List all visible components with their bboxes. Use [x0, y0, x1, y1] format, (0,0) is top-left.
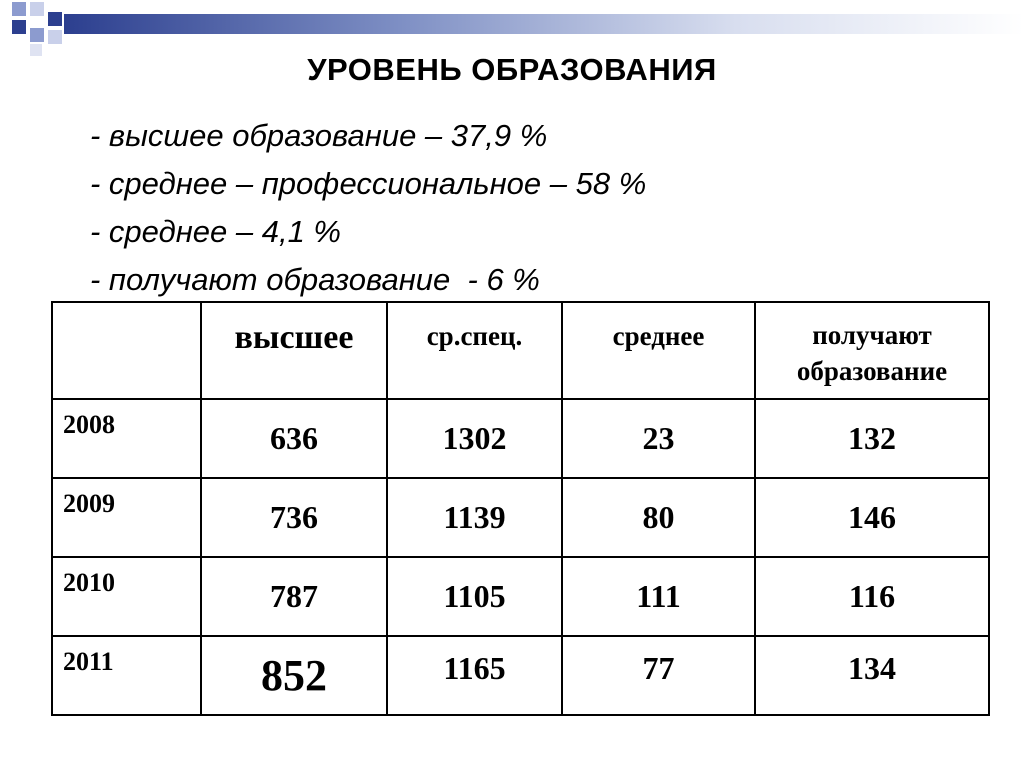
deco-square: [48, 30, 62, 44]
deco-square: [48, 12, 62, 26]
header-cell-empty: [52, 302, 201, 399]
value-cell: 636: [201, 399, 387, 478]
deco-square: [12, 2, 26, 16]
value-cell: 77: [562, 636, 755, 715]
slide-title: УРОВЕНЬ ОБРАЗОВАНИЯ: [307, 52, 717, 87]
value-cell: 1105: [387, 557, 562, 636]
value-cell: 1165: [387, 636, 562, 715]
bullet-list: [90, 112, 646, 304]
year-cell: 2009: [52, 478, 201, 557]
year-cell: 2008: [52, 399, 201, 478]
bullet-item: - высшее образование – 37,9 %: [90, 118, 548, 153]
header-gradient-band: [64, 14, 1024, 34]
bullet-item: - среднее – 4,1 %: [90, 214, 341, 249]
value-cell: 111: [562, 557, 755, 636]
header-decoration: [0, 0, 1024, 60]
value-cell: 787: [201, 557, 387, 636]
value-cell: 146: [755, 478, 989, 557]
deco-square: [30, 2, 44, 16]
value-cell: 134: [755, 636, 989, 715]
header-cell-receiving: получают образование: [755, 302, 989, 399]
header-cell-higher: высшее: [201, 302, 387, 399]
deco-square: [12, 20, 26, 34]
bullet-item: - среднее – профессиональное – 58 %: [90, 166, 647, 201]
value-cell: 116: [755, 557, 989, 636]
deco-square: [30, 28, 44, 42]
value-cell: 1302: [387, 399, 562, 478]
year-cell: 2010: [52, 557, 201, 636]
value-cell: 80: [562, 478, 755, 557]
table-header-row: [52, 302, 989, 399]
value-cell: 736: [201, 478, 387, 557]
table-row: [52, 557, 989, 636]
bullet-item: - получают образование - 6 %: [90, 262, 540, 297]
table-row: [52, 478, 989, 557]
value-cell: 132: [755, 399, 989, 478]
table-row: [52, 636, 989, 715]
header-cell-secondary: среднее: [562, 302, 755, 399]
year-cell: 2011: [52, 636, 201, 715]
value-cell: 1139: [387, 478, 562, 557]
table-row: [52, 399, 989, 478]
education-table: [51, 301, 990, 716]
header-cell-vocational: ср.спец.: [387, 302, 562, 399]
value-cell: 852: [201, 636, 387, 715]
value-cell: 23: [562, 399, 755, 478]
